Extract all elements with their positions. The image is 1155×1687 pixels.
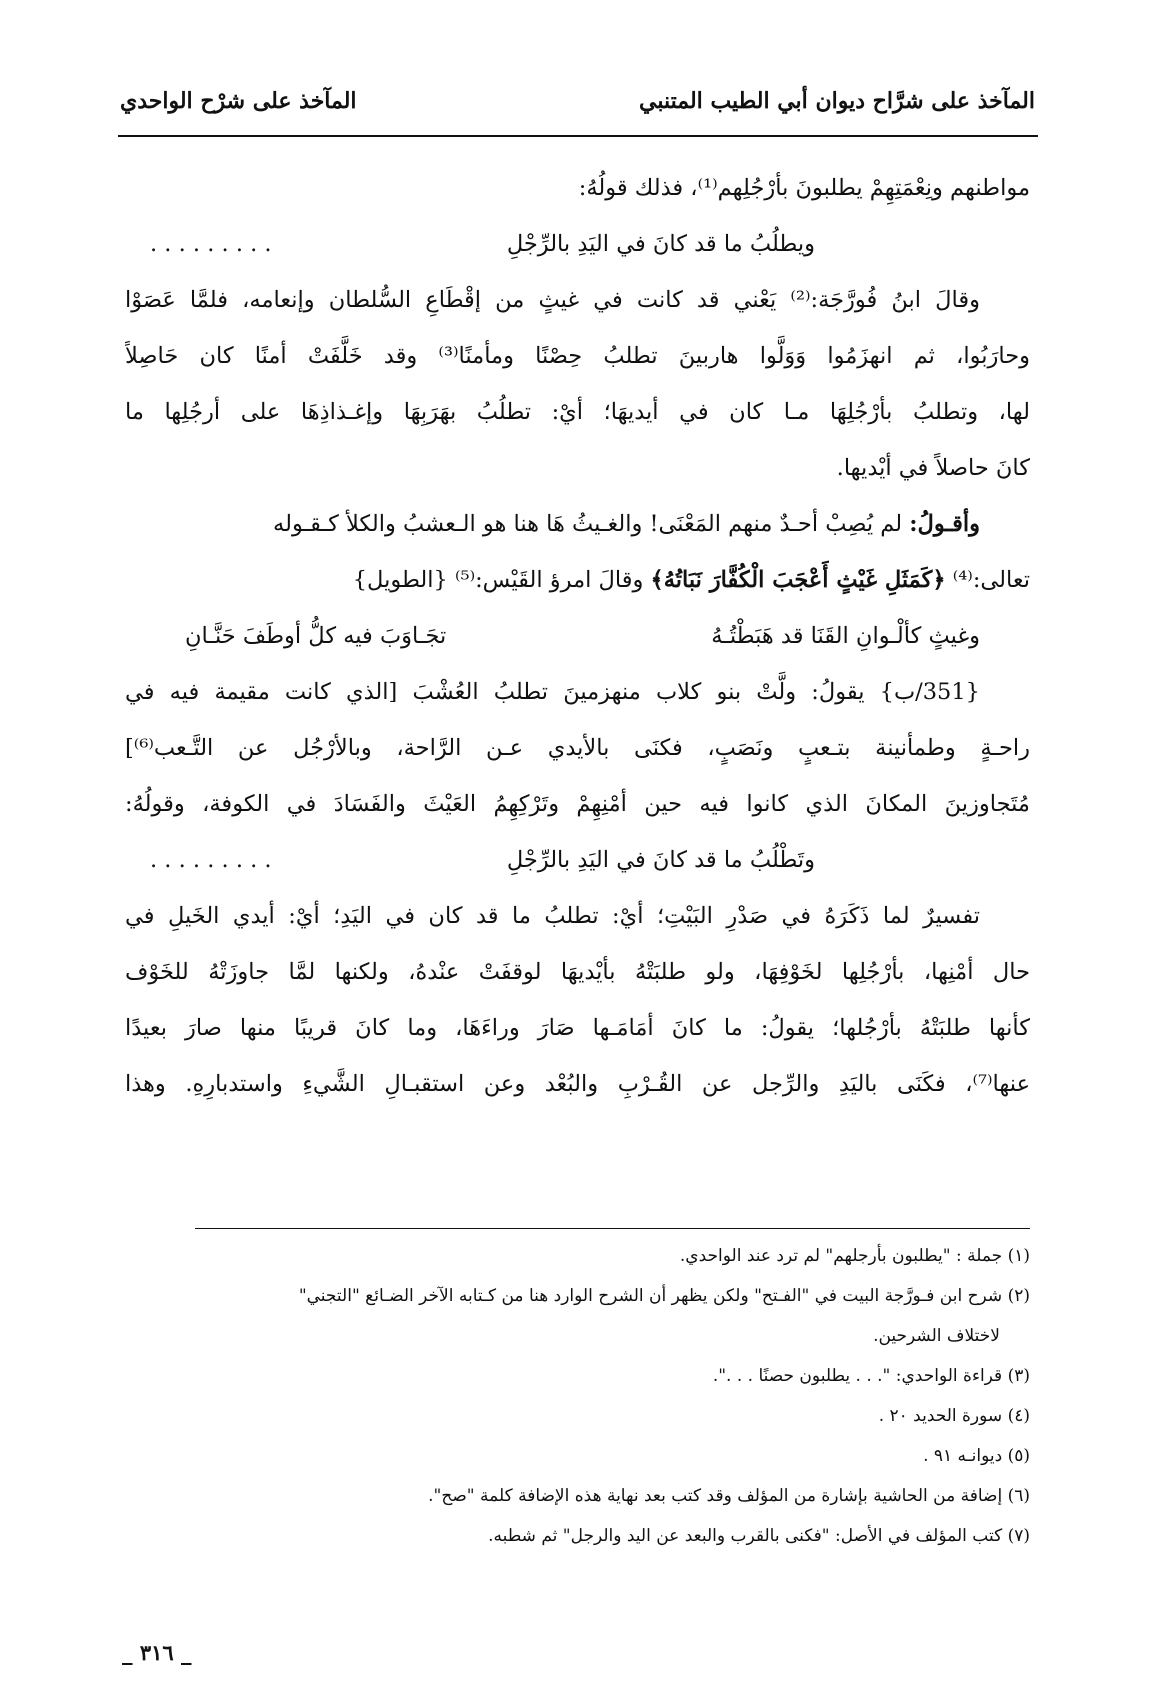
text-line: راحـةٍ وطمأنينة بتـعبٍ ونَصَبٍ، فكنَى بالأيدي عـن الرَّاحة، وبالأرْجُل عن التَّـعب⁽⁶⁾]: [125, 735, 1030, 761]
text-line: عنها⁽⁷⁾، فكَنَى باليَدِ والرِّجل عن القُـرْبِ والبُعْد وعن استقبـالِ الشَّيءِ واستدبارِهِ. وهذا: [125, 1071, 1030, 1097]
text-line: تفسيرٌ لما ذَكَرَهُ في صَدْرِ البَيْتِ؛ أيْ: تطلبُ ما قد كان في اليَدِ؛ أيْ: أيدي الخَيلِ في: [125, 903, 980, 929]
chapter-title: المآخذ على شرْح الواحدي: [120, 88, 357, 114]
footnote: (٧) كتب المؤلف في الأصل: "فكنى بالقرب والبعد عن اليد والرجل" ثم شطبه.: [488, 1526, 1030, 1546]
footnote: (٣) قراءة الواحدي: ". . . يطلبون حصنًا . . .".: [712, 1366, 1030, 1386]
verse-ellipsis: . . . . . . . . .: [150, 847, 272, 873]
main-text: [125, 160, 1030, 1112]
verse-line: [125, 216, 1030, 272]
footnotes: [125, 1236, 1030, 1556]
footnote: (٤) سورة الحديد ٢٠ .: [878, 1406, 1030, 1426]
text-line: لها، وتطلبُ بأرْجُلِهَا مـا كان في أيديهَا؛ أيْ: تطلُبُ بهَرَبِهَا وإغـذاذِهَا على أرجُلِها ما: [125, 399, 1030, 425]
footnote: (٢) شرح ابن فـورَّجة البيت في "الفـتح" ولكن يظهر أن الشرح الوارد هنا من كـتابه الآخر الضـائع "التجني": [298, 1286, 1030, 1306]
footnote: (٥) ديوانـه ٩١ .: [923, 1446, 1030, 1466]
verse-ellipsis: . . . . . . . . .: [150, 231, 272, 257]
text-line: [125, 552, 1030, 608]
text-line: مُتَجاوزينَ المكانَ الذي كانوا فيه حين أمْنِهِمْ وتَرْكِهِمُ العَيْثَ والفَسَادَ في الكوفة، وقولُهُ:: [125, 791, 1030, 817]
footnote-divider: [195, 1228, 1030, 1229]
text-line: وحارَبُوا، ثم انهزَمُوا وَوَلَّوا هاربينَ تطلبُ حِصْنًا ومأمنًا⁽³⁾ وقد خَلَّفَتْ أمنًا كان حَاصِلاً: [125, 343, 1030, 369]
header-divider: [118, 135, 1038, 137]
text-fragment: لم يُصِبْ أحـدٌ منهم المَعْنَى! والغـيثُ هَا هنا هو الـعشبُ والكلأ كـقـوله: [273, 511, 910, 537]
footnote-continuation: لاختلاف الشرحين.: [873, 1326, 1000, 1346]
book-title: المآخذ على شرَّاح ديوان أبي الطيب المتنبي: [639, 88, 1035, 114]
verse-hemistich: وتَطْلُبُ ما قد كانَ في اليَدِ بالرِّجْلِ: [506, 847, 815, 873]
text-line: حال أمْنِها، بأرْجُلِها لخَوْفِهَا، ولو طلبَتْهُ بأيْديهَا لوقفَتْ عنْدهُ، ولكنها لمَّا جاوزَتْهُ للخَوْف: [125, 959, 1030, 985]
verse-hemistich: وغيثٍ كألْـوانِ القَنَا قد هَبَطْتُـهُ: [711, 623, 980, 649]
text-line: كانَ حاصلاً في أيْديها.: [836, 455, 1030, 481]
verse-line: [125, 608, 1030, 664]
footnote: (٦) إضافة من الحاشية بإشارة من المؤلف وقد كتب بعد نهاية هذه الإضافة كلمة "صح".: [428, 1486, 1030, 1506]
running-header: [120, 88, 1035, 128]
text-line: مواطنهم ونِعْمَتِهِمْ يطلبونَ بأرْجُلِهم⁽¹⁾، فذلك قولُهُ:: [578, 175, 1030, 201]
quran-quote: ﴿كَمَثَلِ غَيْثٍ أَعْجَبَ الْكُفَّارَ نَبَاتُهُ﴾: [650, 567, 946, 593]
text-line: وقالَ ابنُ فُورَّجَة:⁽²⁾ يَعْني قد كانت في غيثٍ من إقْطَاعِ السُّلطان وإنعامه، فلمَّا عَصَوْا: [125, 287, 981, 313]
text-fragment: وقالَ امرؤ القَيْس:⁽⁵⁾ {الطويل}: [352, 567, 644, 593]
verse-line: [125, 832, 1030, 888]
author-remark-label: وأقـولُ:: [909, 511, 980, 537]
text-line: كأنها طلبَتْهُ بأرْجُلها؛ يقولُ: ما كانَ أمَامَـها صَارَ وراءَهَا، وما كانَ قريبًا منها صارَ بعيدًا: [125, 1015, 1030, 1041]
page-number: _ ٣١٦ _: [122, 1640, 192, 1665]
text-line: [125, 496, 1030, 552]
verse-hemistich: تجَـاوَبَ فيه كلُّ أوطَفَ حَنَّـانِ: [185, 623, 447, 649]
footnote: (١) جملة : "يطلبون بأرجلهم" لم ترد عند الواحدي.: [679, 1246, 1030, 1266]
text-line: {351/ب} يقولُ: ولَّتْ بنو كلاب منهزمينَ تطلبُ العُشْبَ [الذي كانت مقيمة فيه في: [125, 679, 980, 705]
text-fragment: تعالى:⁽⁴⁾: [952, 567, 1030, 593]
verse-hemistich: ويطلُبُ ما قد كانَ في اليَدِ بالرِّجْلِ: [506, 231, 815, 257]
